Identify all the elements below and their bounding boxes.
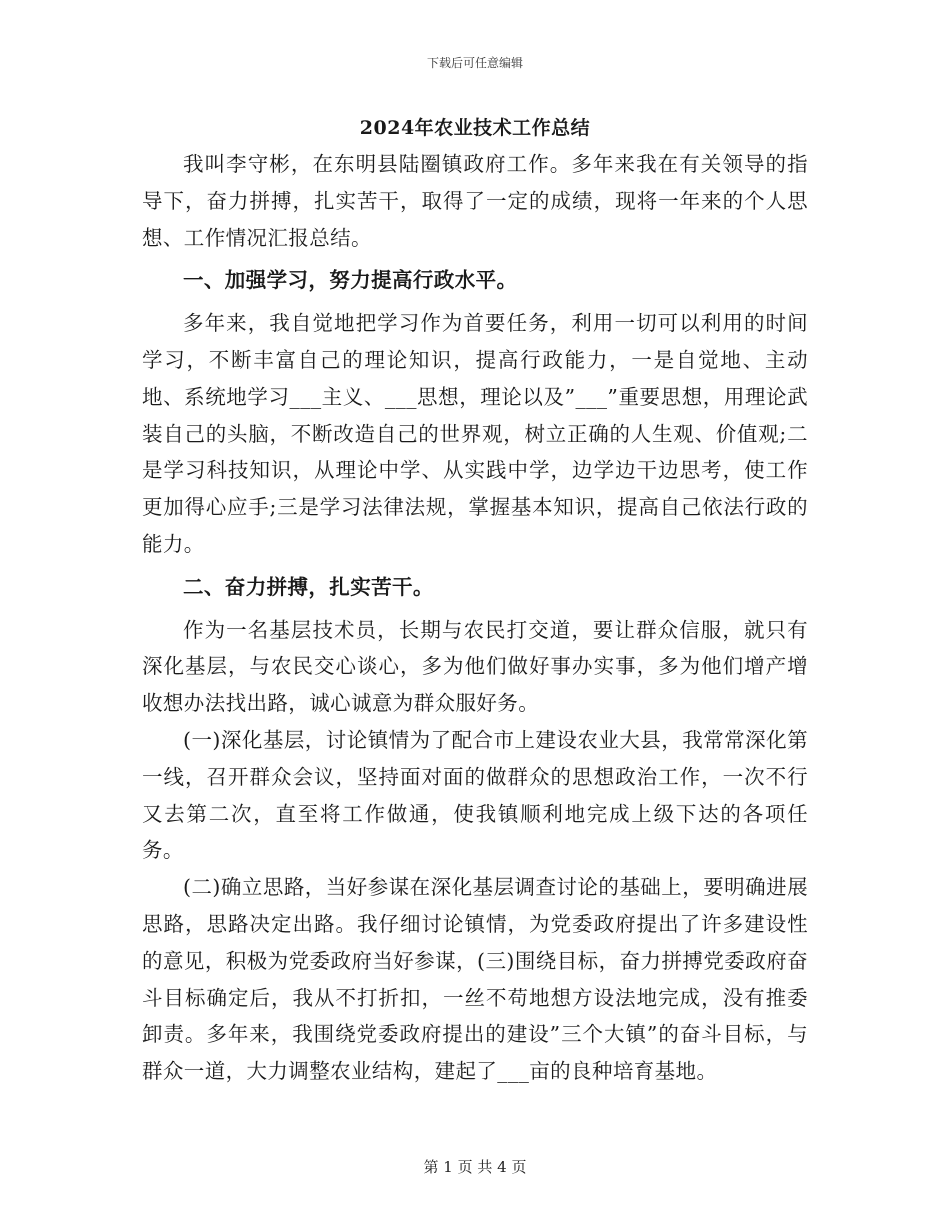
paragraph-technician: 作为一名基层技术员，长期与农民打交道，要让群众信服，就只有深化基层，与农民交心谈心，多为他们做好事办实事，多为他们增产增收想办法找出路，诚心诚意为群众服好务。 xyxy=(142,617,808,716)
section-heading-1: 一、加强学习，努力提高行政水平。 xyxy=(183,268,518,293)
paragraph-grassroots: (一)深化基层，讨论镇情为了配合市上建设农业大县，我常常深化第一线，召开群众会议，坚持面对面的做群众的思想政治工作，一次不行又去第二次，直至将工作做通，使我镇顺利地完成上级下达的各项任务。 xyxy=(142,727,808,863)
paragraph-study: 多年来，我自觉地把学习作为首要任务，利用一切可以利用的时间学习，不断丰富自己的理论知识，提高行政能力，一是自觉地、主动地、系统地学习___主义、___思想，理论以及”___”重要思想，用理论武装自己的头脑，不断改造自己的世界观，树立正确的人生观、价值观;二是学习科技知识，从理论中学、从实践中学，边学边干边思考，使工作更加得心应手;三是学习法律法规，掌握基本知识，提高自己依法行政的能力。 xyxy=(142,311,808,556)
section-heading-2: 二、奋力拼搏，扎实苦干。 xyxy=(183,574,434,599)
paragraph-strategy: (二)确立思路，当好参谋在深化基层调查讨论的基础上，要明确进展思路，思路决定出路。我仔细讨论镇情，为党委政府提出了许多建设性的意见，积极为党委政府当好参谋，(三)围绕目标，奋力拼搏党委政府奋斗目标确定后，我从不打折扣，一丝不苟地想方设法地完成，没有推委卸责。多年来，我围绕党委政府提出的建设”三个大镇”的奋斗目标，与群众一道，大力调整农业结构，建起了___亩的良种培育基地。 xyxy=(142,875,808,1084)
intro-paragraph: 我叫李守彬，在东明县陆圈镇政府工作。多年来我在有关领导的指导下，奋力拼搏，扎实苦干，取得了一定的成绩，现将一年来的个人思想、工作情况汇报总结。 xyxy=(142,152,808,250)
header-note: 下载后可任意编辑 xyxy=(426,56,523,70)
document-title: 2024年农业技术工作总结 xyxy=(359,117,591,139)
document-body xyxy=(142,110,808,1090)
page-footer: 第 1 页 共 4 页 xyxy=(423,1158,527,1176)
